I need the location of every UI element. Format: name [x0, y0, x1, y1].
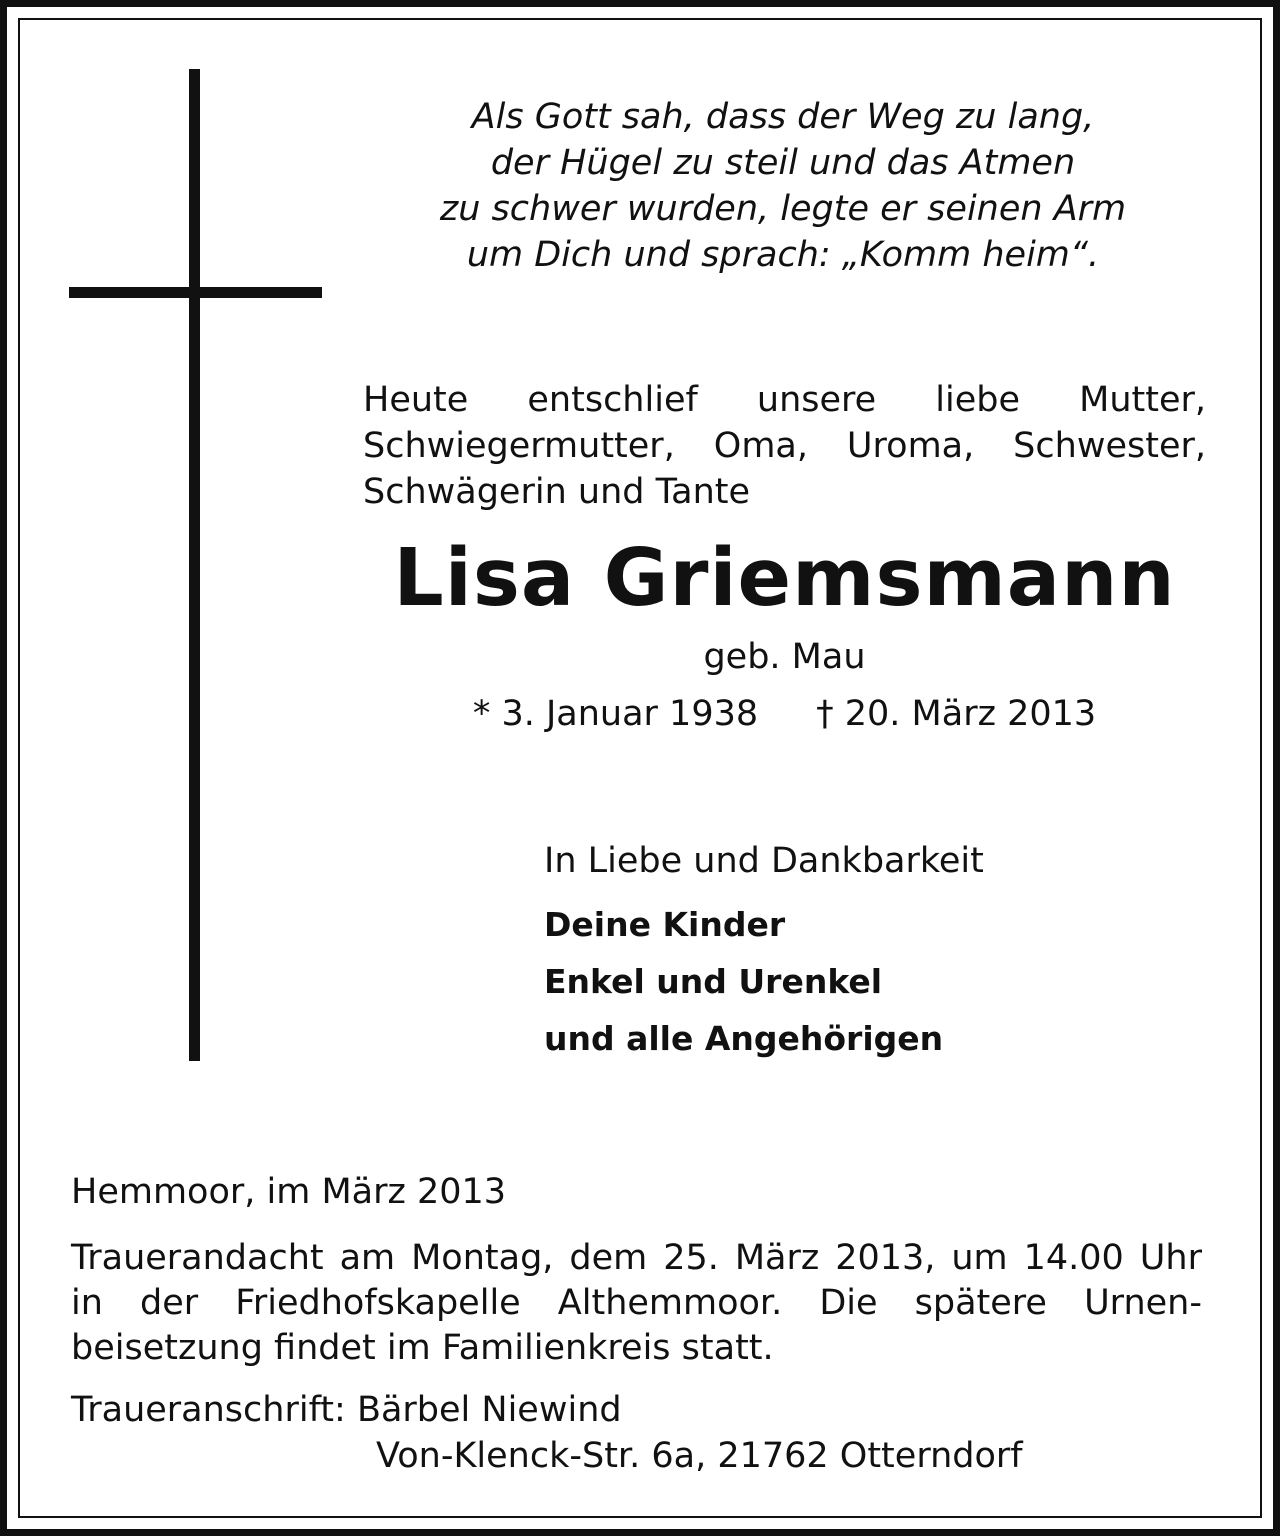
deceased-name: Lisa Griemsmann	[393, 532, 1176, 624]
life-dates	[363, 692, 1206, 736]
mourner-name: Deine Kinder	[544, 905, 786, 944]
intro-line: Heute entschlief unsere liebe Mutter,	[363, 380, 1206, 420]
mourners-lead: In Liebe und Dankbarkeit	[544, 841, 984, 881]
cross-icon	[189, 69, 200, 1061]
address-street-city: Von-Klenck-Str. 6a, 21762 Otterndorf	[376, 1436, 1023, 1476]
mourners-block	[544, 838, 1184, 1067]
address-name: Bärbel Niewind	[356, 1390, 622, 1430]
service-info	[71, 1236, 1202, 1371]
verse-line: der Hügel zu steil und das Atmen	[490, 143, 1076, 183]
mourning-address	[71, 1387, 1023, 1479]
intro-line: Schwägerin und Tante	[363, 472, 751, 512]
service-line: Trauerandacht am Montag, dem 25. März 2013, um 14.00 Uhr	[71, 1238, 1202, 1278]
address-label: Traueranschrift:	[71, 1390, 346, 1430]
verse	[380, 94, 1186, 278]
verse-line: um Dich und sprach: „Komm heim“.	[466, 235, 1100, 275]
verse-line: Als Gott sah, dass der Weg zu lang,	[471, 97, 1095, 137]
intro-line: Schwiegermutter, Oma, Uroma, Schwester,	[363, 426, 1206, 466]
service-line: beisetzung findet im Familienkreis statt.	[71, 1328, 774, 1368]
service-line: in der Friedhofskapelle Althemmoor. Die spätere Urnen-	[71, 1283, 1202, 1323]
cross-icon-bar	[69, 287, 322, 298]
death-date: † 20. März 2013	[816, 694, 1097, 734]
mourner-name: und alle Angehörigen	[544, 1019, 944, 1058]
verse-line: zu schwer wurden, legte er seinen Arm	[439, 189, 1127, 229]
mourner-name: Enkel und Urenkel	[544, 962, 883, 1001]
birth-date: * 3. Januar 1938	[472, 694, 759, 734]
announcement-intro	[363, 377, 1206, 515]
place-date: Hemmoor, im März 2013	[71, 1172, 507, 1212]
maiden-name: geb. Mau	[703, 637, 866, 677]
